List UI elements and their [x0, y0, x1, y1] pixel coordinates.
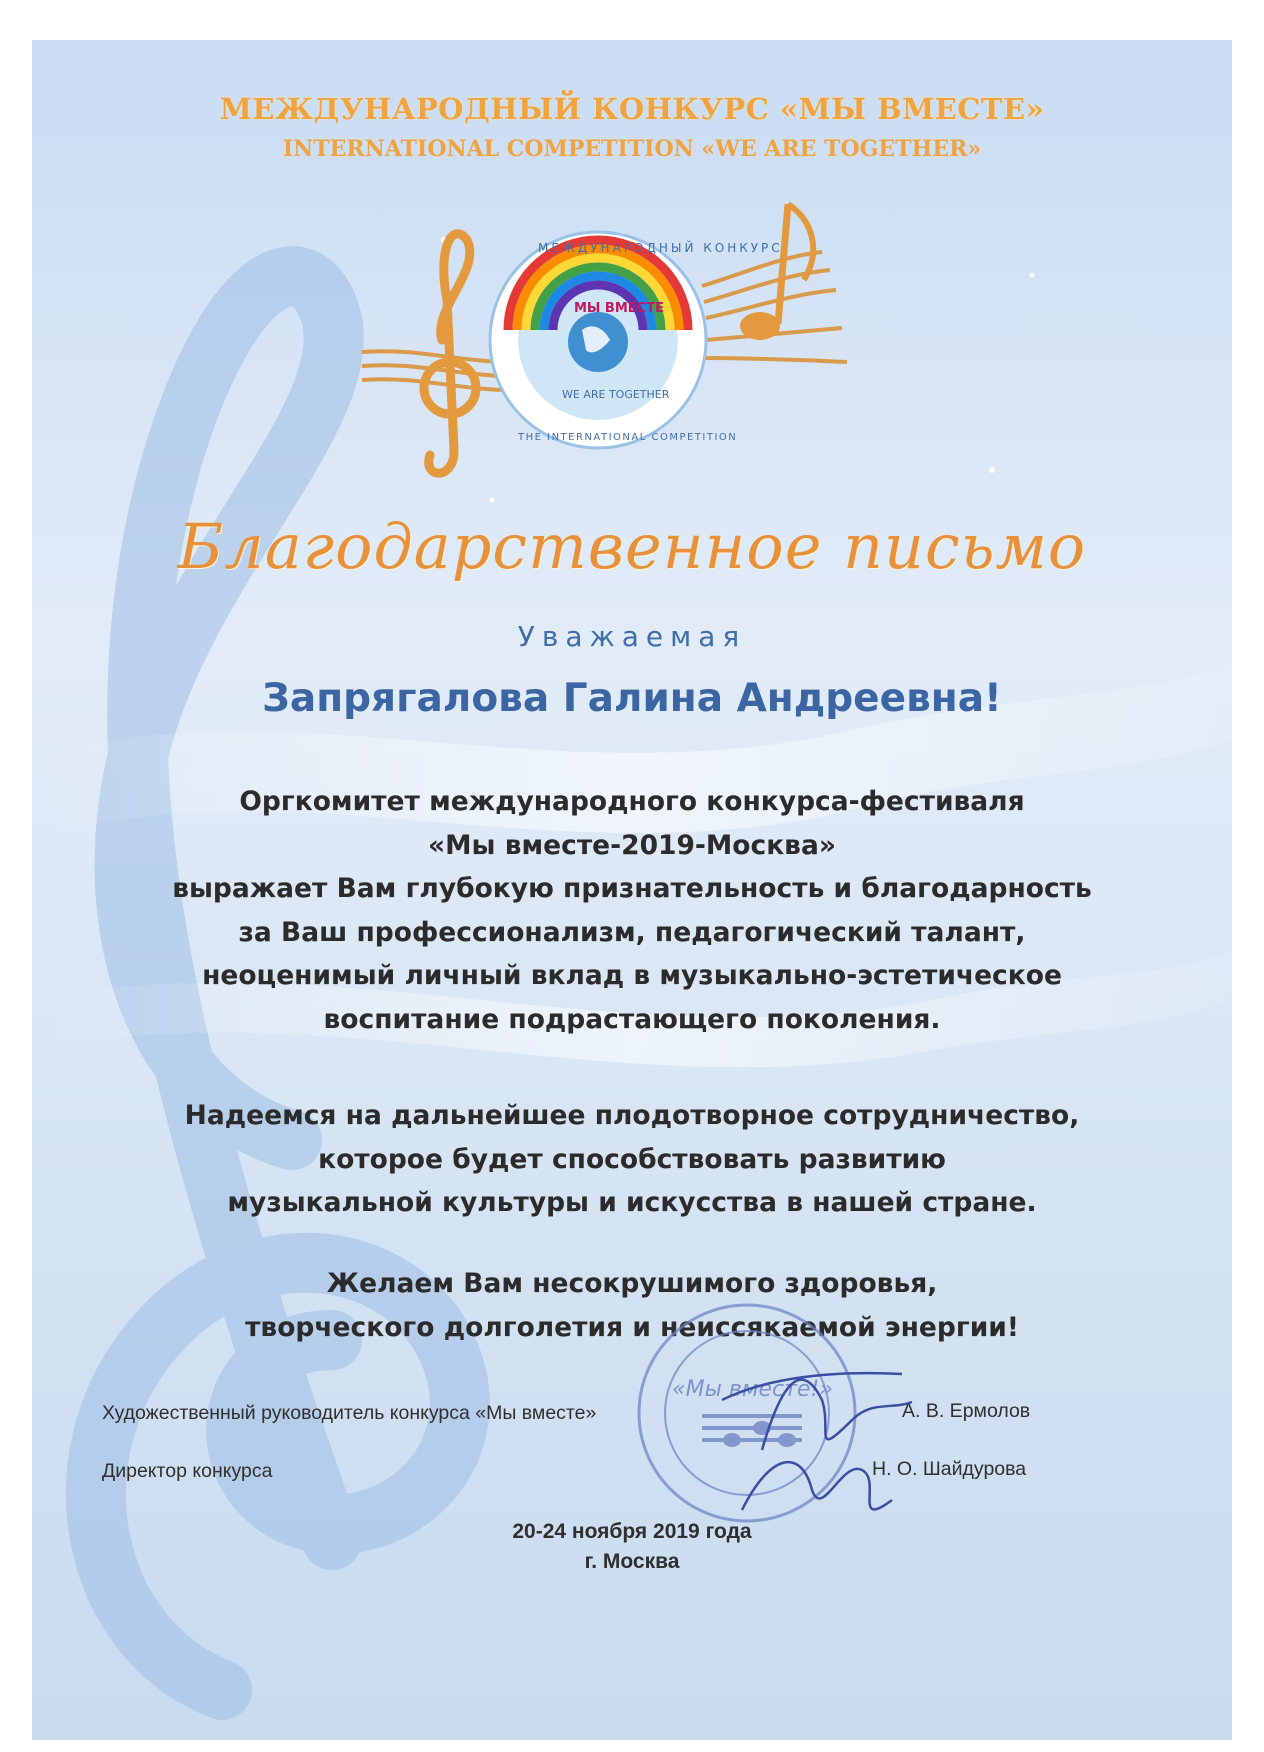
event-dates: 20-24 ноября 2019 года: [512, 1520, 752, 1543]
competition-logo: [342, 190, 862, 490]
logo-ring-bottom: THE INTERNATIONAL COMPETITION: [518, 432, 738, 443]
text-line: воспитание подрастающего поколения.: [323, 1003, 941, 1035]
text-line: творческого долголетия и неиссякаемой энергии!: [245, 1311, 1019, 1343]
certificate-sheet: [32, 40, 1232, 1740]
sparkle: [1030, 273, 1035, 278]
header-title-ru: МЕЖДУНАРОДНЫЙ КОНКУРС «МЫ ВМЕСТЕ»: [219, 92, 1045, 126]
text-line: Оргкомитет международного конкурса-фестиваля: [239, 786, 1025, 817]
handwritten-signatures: [702, 1340, 942, 1540]
event-city: г. Москва: [584, 1550, 680, 1573]
header-title-en: INTERNATIONAL COMPETITION «WE ARE TOGETHER»: [282, 136, 982, 162]
signatory-name-1: А. В. Ермолов: [902, 1400, 1031, 1422]
stamp-text: «Мы вместе!»: [672, 1377, 833, 1402]
text-line: неоценимый личный вклад в музыкально-эстетическое: [202, 960, 1062, 991]
paragraph-gratitude: [132, 780, 1132, 1041]
text-line: музыкальной культуры и искусства в нашей стране.: [227, 1187, 1037, 1218]
text-line: за Ваш профессионализм, педагогический талант,: [238, 916, 1026, 948]
salutation: Уважаемая: [517, 620, 747, 653]
text-line: Желаем Вам несокрушимого здоровья,: [326, 1268, 938, 1299]
text-line: выражает Вам глубокую признательность и благодарность: [172, 873, 1092, 904]
logo-center-ru: МЫ ВМЕСТЕ: [574, 301, 664, 316]
signatory-role-2: Директор конкурса: [102, 1460, 273, 1482]
sparkle: [490, 498, 495, 503]
globe-emblem: [490, 232, 783, 448]
document-title: Благодарственное письмо: [177, 510, 1087, 583]
logo-ring-top: МЕЖДУНАРОДНЫЙ КОНКУРС: [538, 241, 783, 255]
sparkle: [989, 467, 995, 473]
logo-center-en: WE ARE TOGETHER: [562, 388, 670, 401]
signatory-role-1: Художественный руководитель конкурса «Мы вместе»: [102, 1402, 597, 1424]
text-line: которое будет способствовать развитию: [318, 1143, 946, 1175]
text-line: Надеемся на дальнейшее плодотворное сотрудничество,: [184, 1100, 1080, 1131]
text-line: «Мы вместе-2019-Москва»: [428, 829, 836, 861]
recipient-name: Запрягалова Галина Андреевна!: [262, 676, 1002, 721]
paragraph-cooperation: [132, 1094, 1132, 1225]
music-note-icon: [740, 204, 813, 340]
signatory-name-2: Н. О. Шайдурова: [872, 1458, 1027, 1480]
